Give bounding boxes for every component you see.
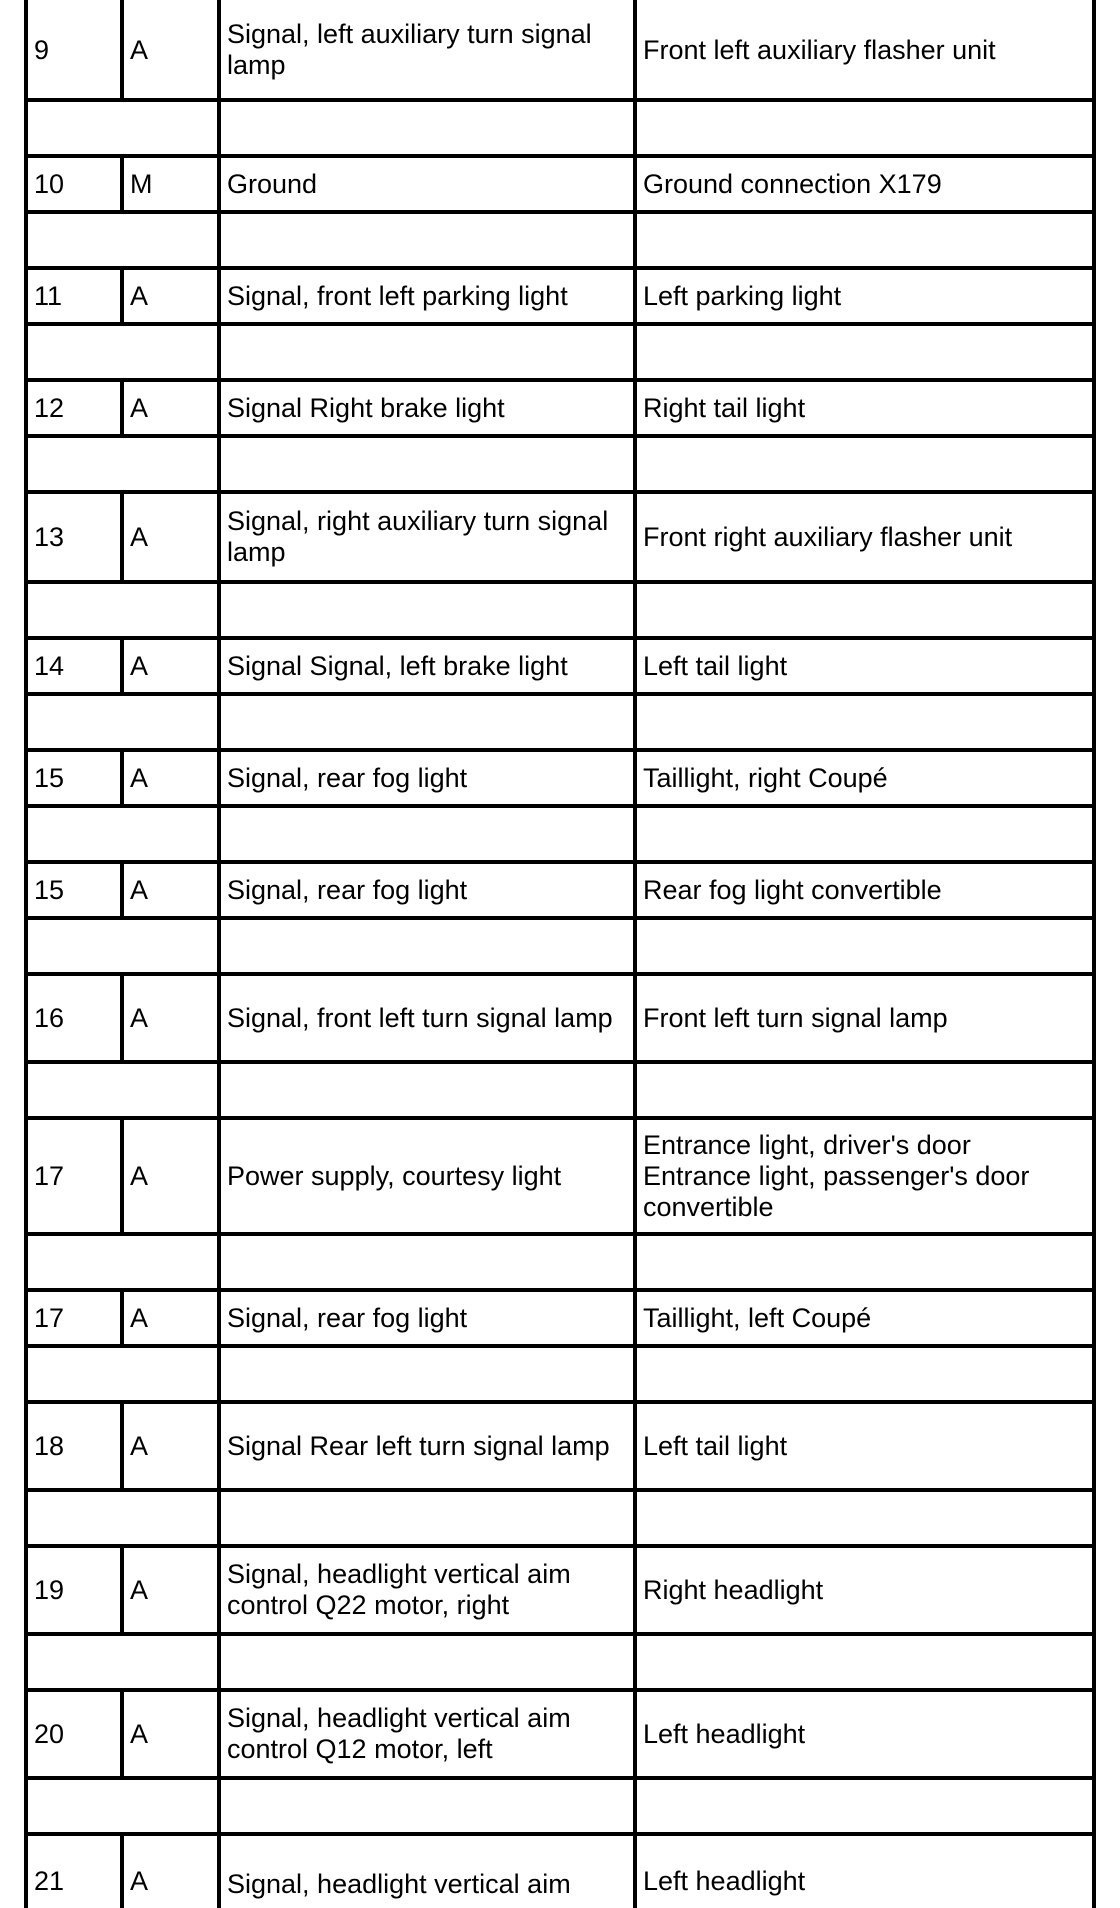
- connected-component-cell: [643, 1836, 1086, 1906]
- signal-function-cell: [227, 270, 627, 322]
- signal-type: A: [130, 1302, 149, 1333]
- row-border: [24, 804, 1092, 808]
- column-border: [120, 1118, 124, 1234]
- connected-component: Front left turn signal lamp: [643, 1002, 948, 1033]
- signal-type-cell: [130, 976, 211, 1060]
- connected-component: Rear fog light convertible: [643, 874, 942, 905]
- signal-type-cell: [130, 1120, 211, 1232]
- column-border: [120, 974, 124, 1062]
- row-border: [24, 98, 1092, 102]
- connected-component: Left headlight: [643, 1866, 806, 1896]
- connected-component-cell: [643, 158, 1086, 210]
- pin-number: 9: [34, 34, 50, 65]
- pin-number: 10: [34, 168, 65, 199]
- signal-function: Signal Right brake light: [227, 392, 505, 423]
- connected-component-cell: [643, 1404, 1086, 1488]
- signal-function: Power supply, courtesy light: [227, 1160, 562, 1191]
- signal-type-cell: [130, 1836, 211, 1906]
- signal-function-cell: [227, 1692, 627, 1776]
- pin-number: 21: [34, 1866, 65, 1896]
- signal-type: A: [130, 1160, 149, 1191]
- signal-type: A: [130, 1002, 149, 1033]
- column-border: [120, 1290, 124, 1346]
- pin-number: 12: [34, 392, 65, 423]
- signal-function-cell: [227, 1120, 627, 1232]
- pin-number: 19: [34, 1574, 65, 1605]
- signal-function: Signal, headlight vertical aim: [227, 1869, 571, 1899]
- signal-type: A: [130, 1866, 149, 1896]
- signal-function-cell: [227, 864, 627, 916]
- connected-component-cell: [643, 494, 1086, 580]
- connected-component-cell: [643, 1548, 1086, 1632]
- signal-type-cell: [130, 752, 211, 804]
- signal-type-cell: [130, 382, 211, 434]
- connected-component-cell: [643, 864, 1086, 916]
- connected-component-cell: [643, 1120, 1086, 1232]
- pin-number: 17: [34, 1160, 65, 1191]
- pin-number-cell: [34, 494, 114, 580]
- pin-number: 20: [34, 1718, 65, 1749]
- column-border: [1092, 0, 1096, 1908]
- row-border: [24, 580, 1092, 584]
- signal-function: Signal, front left parking light: [227, 280, 568, 311]
- signal-type: A: [130, 762, 149, 793]
- pin-number-cell: [34, 864, 114, 916]
- row-border: [24, 322, 1092, 326]
- signal-type: A: [130, 650, 149, 681]
- signal-type-cell: [130, 1292, 211, 1344]
- pin-number-cell: [34, 752, 114, 804]
- column-border: [120, 638, 124, 694]
- signal-type-cell: [130, 1548, 211, 1632]
- row-border: [24, 1060, 1092, 1064]
- row-border: [24, 210, 1092, 214]
- signal-function-cell: [227, 752, 627, 804]
- connected-component: Left headlight: [643, 1718, 806, 1749]
- pin-number-cell: [34, 382, 114, 434]
- connected-component: Right tail light: [643, 392, 806, 423]
- row-border: [24, 1344, 1092, 1348]
- column-border: [217, 0, 221, 1908]
- connected-component-cell: [643, 640, 1086, 692]
- connected-component: Right headlight: [643, 1574, 824, 1605]
- pin-number-cell: [34, 1548, 114, 1632]
- pin-number-cell: [34, 1120, 114, 1232]
- signal-type-cell: [130, 494, 211, 580]
- column-border: [120, 156, 124, 212]
- signal-function-cell: [227, 382, 627, 434]
- signal-type-cell: [130, 1404, 211, 1488]
- signal-function-cell: [227, 976, 627, 1060]
- signal-type: A: [130, 521, 149, 552]
- pin-number: 16: [34, 1002, 65, 1033]
- row-border: [24, 1632, 1092, 1636]
- column-border: [120, 1690, 124, 1778]
- column-border: [120, 1834, 124, 1908]
- column-border: [120, 1546, 124, 1634]
- signal-function-cell: [227, 1836, 627, 1906]
- connected-component-cell: [643, 270, 1086, 322]
- connected-component: Left parking light: [643, 280, 842, 311]
- signal-function-cell: [227, 494, 627, 580]
- signal-function: Signal, headlight vertical aim control Q22 motor, right: [227, 1559, 571, 1620]
- signal-type: A: [130, 280, 149, 311]
- signal-function: Signal, right auxiliary turn signal lamp: [227, 506, 609, 567]
- signal-function-cell: [227, 1292, 627, 1344]
- signal-type: A: [130, 1574, 149, 1605]
- signal-type-cell: [130, 1692, 211, 1776]
- column-border: [120, 380, 124, 436]
- pin-number: 15: [34, 762, 65, 793]
- pin-number-cell: [34, 270, 114, 322]
- pin-number-cell: [34, 976, 114, 1060]
- connected-component: Left tail light: [643, 1430, 788, 1461]
- column-border: [120, 1402, 124, 1490]
- connected-component-cell: [643, 1692, 1086, 1776]
- connected-component-cell: [643, 2, 1086, 98]
- signal-type: A: [130, 1718, 149, 1749]
- pin-number: 13: [34, 521, 65, 552]
- signal-type-cell: [130, 158, 211, 210]
- signal-function: Signal Rear left turn signal lamp: [227, 1430, 610, 1461]
- signal-function: Signal Signal, left brake light: [227, 650, 568, 681]
- pin-number-cell: [34, 1836, 114, 1906]
- signal-function-cell: [227, 2, 627, 98]
- row-border: [24, 916, 1092, 920]
- column-border: [120, 0, 124, 100]
- connected-component: Front right auxiliary flasher unit: [643, 521, 1013, 552]
- pin-number: 17: [34, 1302, 65, 1333]
- signal-function: Ground: [227, 168, 318, 199]
- row-border: [24, 692, 1092, 696]
- column-border: [120, 750, 124, 806]
- signal-function: Signal, front left turn signal lamp: [227, 1002, 613, 1033]
- connected-component-cell: [643, 1292, 1086, 1344]
- pin-number-cell: [34, 2, 114, 98]
- connected-component-cell: [643, 976, 1086, 1060]
- column-border: [633, 0, 637, 1908]
- column-border: [24, 0, 28, 1908]
- signal-type-cell: [130, 640, 211, 692]
- signal-type: A: [130, 1430, 149, 1461]
- connected-component: Front left auxiliary flasher unit: [643, 34, 996, 65]
- signal-type: A: [130, 392, 149, 423]
- connected-component: Ground connection X179: [643, 168, 942, 199]
- connected-component-cell: [643, 752, 1086, 804]
- pin-number-cell: [34, 640, 114, 692]
- signal-function-cell: [227, 1404, 627, 1488]
- pin-number-cell: [34, 158, 114, 210]
- connected-component: Left tail light: [643, 650, 788, 681]
- pin-number-cell: [34, 1692, 114, 1776]
- pin-number: 11: [34, 280, 63, 311]
- row-border: [24, 1776, 1092, 1780]
- column-border: [120, 268, 124, 324]
- signal-type: M: [130, 168, 153, 199]
- signal-function: Signal, rear fog light: [227, 762, 468, 793]
- pin-number: 14: [34, 650, 65, 681]
- pin-number: 15: [34, 874, 65, 905]
- signal-function: Signal, left auxiliary turn signal lamp: [227, 19, 592, 80]
- pin-number: 18: [34, 1430, 65, 1461]
- signal-type-cell: [130, 864, 211, 916]
- signal-type: A: [130, 34, 149, 65]
- signal-function-cell: [227, 158, 627, 210]
- row-border: [24, 1488, 1092, 1492]
- signal-type-cell: [130, 270, 211, 322]
- signal-function: Signal, rear fog light: [227, 1302, 468, 1333]
- signal-function-cell: [227, 1548, 627, 1632]
- signal-function: Signal, headlight vertical aim control Q12 motor, left: [227, 1703, 571, 1764]
- column-border: [120, 862, 124, 918]
- pin-number-cell: [34, 1404, 114, 1488]
- connected-component: Taillight, left Coupé: [643, 1302, 872, 1333]
- row-border: [24, 434, 1092, 438]
- signal-type: A: [130, 874, 149, 905]
- signal-function: Signal, rear fog light: [227, 874, 468, 905]
- signal-function-cell: [227, 640, 627, 692]
- signal-type-cell: [130, 2, 211, 98]
- column-border: [120, 492, 124, 582]
- connected-component-cell: [643, 382, 1086, 434]
- pin-number-cell: [34, 1292, 114, 1344]
- connected-component: Taillight, right Coupé: [643, 762, 888, 793]
- row-border: [24, 1232, 1092, 1236]
- connected-component: Entrance light, driver's door Entrance light, passenger's door convertible: [643, 1129, 1030, 1222]
